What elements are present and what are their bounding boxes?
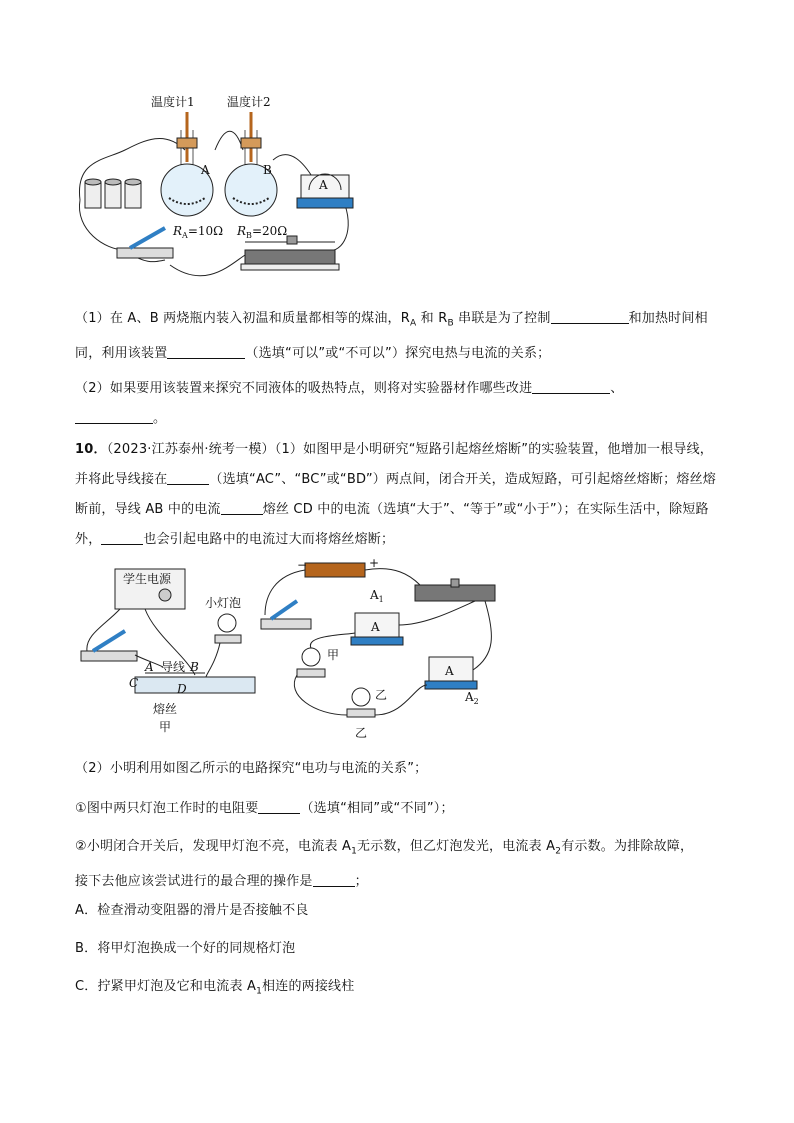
option-b-text: B．将甲灯泡换成一个好的同规格灯泡 <box>75 941 296 956</box>
q10-line3a: 断前，导线 AB 中的电流 <box>75 502 221 517</box>
answer-blank[interactable] <box>532 379 610 394</box>
answer-blank[interactable] <box>221 500 263 515</box>
q10-sub2-c: 有示数。为排除故障， <box>561 839 694 854</box>
figure-circuits <box>65 555 515 750</box>
battery-plus: + <box>369 556 380 570</box>
ammeter-symbol: A <box>319 178 328 192</box>
q9-p2-end: 。 <box>153 411 167 426</box>
q9-p1-text-d: 和加热时间相 <box>628 311 708 326</box>
answer-blank[interactable] <box>167 470 209 485</box>
battery-pack <box>85 179 141 208</box>
q10-sub1-a: ①图中两只灯泡工作时的电阻要 <box>75 801 259 816</box>
a1-meter-symbol: A <box>371 620 380 634</box>
q10-part1 <box>75 435 725 555</box>
q10-sub2-sub2: 2 <box>555 846 562 857</box>
option-c-text-a: C．拧紧甲灯泡及它和电流表 A <box>75 979 257 994</box>
point-a: A <box>145 660 154 674</box>
q10-p2-text: （2）小明利用如图乙所示的电路探究“电功与电流的关系”； <box>75 761 428 776</box>
figure-joule-heating <box>65 90 355 285</box>
switch <box>117 228 173 258</box>
flask-a <box>161 112 213 216</box>
q9-part2 <box>75 374 725 434</box>
a1-label: $A_1$ <box>370 588 384 604</box>
option-c-text-b: 相连的两接线柱 <box>262 979 355 994</box>
q10-part2-intro <box>75 754 725 784</box>
answer-blank[interactable] <box>101 530 143 545</box>
bulb-yi-label: 乙 <box>375 688 388 702</box>
q9-p1-text-c: 串联是为了控制 <box>453 311 551 326</box>
q10-sub1-b: （选填“相同”或“不同”）； <box>300 801 454 816</box>
q10-line4a: 外， <box>75 532 102 547</box>
figure-jia-label: 甲 <box>159 720 172 734</box>
point-c: C <box>129 676 139 690</box>
q9-rb-sub: B <box>447 318 454 329</box>
circuit-jia <box>81 569 255 734</box>
small-bulb-label: 小灯泡 <box>205 596 242 610</box>
fuse-label: 熔丝 <box>153 702 178 716</box>
answer-blank[interactable] <box>75 409 153 424</box>
q9-p2-sep: 、 <box>610 381 624 396</box>
option-c[interactable] <box>75 972 725 1007</box>
rheostat <box>241 236 339 270</box>
q10-line1: （1）如图甲是小明研究“短路引起熔丝熔断”的实验装置，他增加一根导线， <box>274 442 714 457</box>
q10-sub2-e: ； <box>354 873 368 889</box>
battery-minus: − <box>297 558 308 572</box>
q9-part1 <box>75 304 725 369</box>
q9-p1-text-e: 同，利用该装置 <box>75 345 168 361</box>
question-source: （2023·江苏泰州·统考一模） <box>106 442 275 457</box>
thermometer-1-label: 温度计1 <box>151 95 195 109</box>
point-d: D <box>177 682 187 696</box>
option-a[interactable] <box>75 896 725 926</box>
wire-label: 导线 <box>161 660 186 674</box>
q10-sub2 <box>75 832 725 897</box>
q10-sub2-sub1: 1 <box>351 846 358 857</box>
q10-sub2-b: 无示数，但乙灯泡发光，电流表 A <box>357 839 556 854</box>
answer-blank[interactable] <box>167 344 245 359</box>
ammeter <box>297 174 353 208</box>
q10-sub2-a: ②小明闭合开关后，发现甲灯泡不亮，电流表 A <box>75 839 352 854</box>
q10-line4b: 也会引起电路中的电流过大而将熔丝熔断； <box>143 532 395 547</box>
q9-p1-text-b: 和 R <box>416 311 448 326</box>
answer-blank[interactable] <box>258 799 300 814</box>
answer-blank[interactable] <box>313 872 355 887</box>
flask-a-label: A <box>201 163 210 177</box>
a2-label: $A_2$ <box>465 690 479 706</box>
answer-blank[interactable] <box>551 309 629 324</box>
q9-p2-text: （2）如果要用该装置来探究不同液体的吸热特点，则将对实验器材作哪些改进 <box>75 381 533 396</box>
question-number: 10． <box>75 442 107 457</box>
option-a-text: A．检查滑动变阻器的滑片是否接触不良 <box>75 903 309 918</box>
q9-p1-text-a: （1）在 A、B 两烧瓶内装入初温和质量都相等的煤油，R <box>75 311 410 326</box>
a2-meter-symbol: A <box>445 664 454 678</box>
q9-p1-text-f: （选填“可以”或“不可以”）探究电热与电流的关系； <box>245 345 551 361</box>
q10-line2a: 并将此导线接在 <box>75 472 168 487</box>
q9-ra-sub: A <box>409 318 417 329</box>
flask-b <box>225 112 277 216</box>
power-supply-label: 学生电源 <box>123 572 172 586</box>
q10-line2b: （选填“AC”、“BC”或“BD”）两点间，闭合开关，造成短路，可引起熔丝熔断；熔丝熔 <box>209 472 716 487</box>
flask-b-label: B <box>263 163 272 177</box>
circuit-yi <box>261 556 495 740</box>
ra-label: $R_A=10\Omega$ <box>173 224 224 240</box>
figure-yi-label: 乙 <box>355 726 368 740</box>
option-b[interactable] <box>75 934 725 964</box>
bulb-jia-label: 甲 <box>327 648 340 662</box>
point-b: B <box>190 660 199 674</box>
q10-sub1 <box>75 794 725 824</box>
thermometer-2-label: 温度计2 <box>227 95 271 109</box>
q10-line3b: 熔丝 CD 中的电流（选填“大于”、“等于”或“小于”）；在实际生活中，除短路 <box>262 502 709 517</box>
q10-sub2-d: 接下去他应该尝试进行的最合理的操作是 <box>75 873 313 889</box>
rb-label: $R_B=20\Omega$ <box>237 224 288 240</box>
option-c-sub: 1 <box>256 986 263 997</box>
